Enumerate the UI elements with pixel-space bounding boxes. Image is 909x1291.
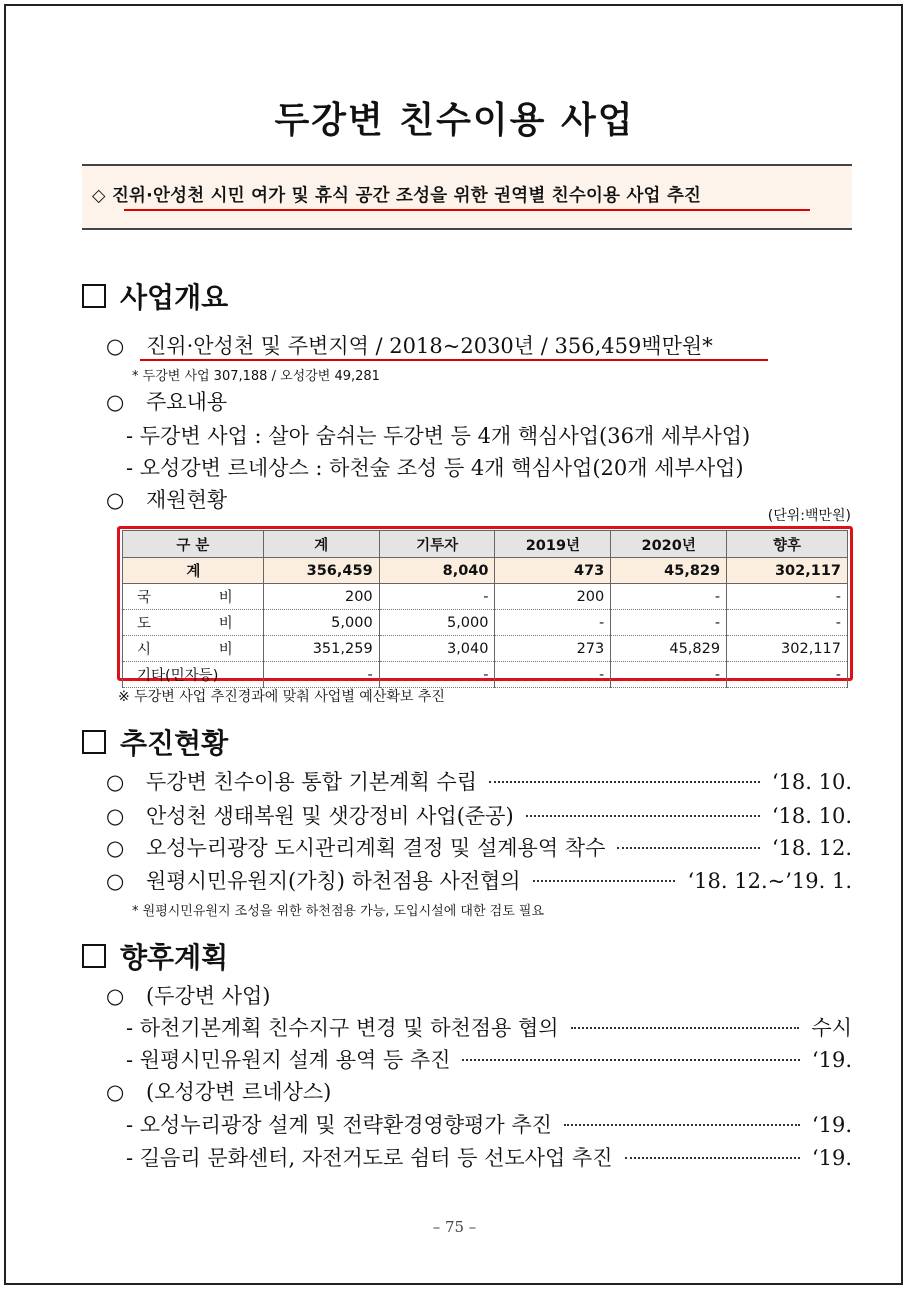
table-cell: - xyxy=(727,610,848,636)
table-row xyxy=(123,662,848,688)
plan-item: - 원평시민유원지 설계 용역 등 추진 ‘19. xyxy=(126,1048,852,1072)
progress-note: * 원평시민유원지 조성을 위한 하천점용 가능, 도입시설에 대한 검토 필요 xyxy=(132,904,545,919)
plan-item: - 하천기본계획 친수지구 변경 및 하천점용 협의 수시 xyxy=(126,1016,852,1040)
overview-item-1-underline xyxy=(140,359,768,361)
table-cell: 3,040 xyxy=(379,636,495,662)
overview-item-2: ○ 주요내용 xyxy=(106,390,228,414)
table-row xyxy=(123,610,848,636)
table-cell: 302,117 xyxy=(727,558,848,584)
checkbox-square-icon xyxy=(82,730,106,754)
table-footnote: ※ 두강변 사업 추진경과에 맞춰 사업별 예산확보 추진 xyxy=(118,689,445,705)
table-cell: 356,459 xyxy=(263,558,379,584)
table-cell: - xyxy=(727,662,848,688)
overview-item-2-sub-2: - 오성강변 르네상스 : 하천숲 조성 등 4개 핵심사업(20개 세부사업) xyxy=(126,456,744,480)
table-row-label: 기타(민자등) xyxy=(123,662,264,688)
plan-item: - 오성누리광장 설계 및 전략환경영향평가 추진 ‘19. xyxy=(126,1113,852,1137)
table-cell: 351,259 xyxy=(263,636,379,662)
overview-item-2-sub-1: - 두강변 사업 : 살아 숨쉬는 두강변 등 4개 핵심사업(36개 세부사업) xyxy=(126,424,751,448)
table-header-cell: 2019년 xyxy=(495,531,611,558)
table-header-row xyxy=(123,531,848,558)
table-row xyxy=(123,584,848,610)
checkbox-square-icon xyxy=(82,944,106,968)
progress-item: ○ 원평시민유원지(가칭) 하천점용 사전협의 ‘18. 12.~’19. 1. xyxy=(106,869,852,893)
dotted-leader xyxy=(564,1124,800,1126)
plan-group-1: ○ (두강변 사업) xyxy=(106,984,271,1008)
table-cell: 8,040 xyxy=(379,558,495,584)
table-row-total xyxy=(123,558,848,584)
table-header-cell: 계 xyxy=(263,531,379,558)
page-number: – 75 – xyxy=(432,1218,477,1236)
unit-label: (단위:백만원) xyxy=(767,508,851,524)
section-overview-heading: 사업개요 xyxy=(82,276,228,316)
table-header-cell: 기투자 xyxy=(379,531,495,558)
table-cell: 45,829 xyxy=(611,558,727,584)
table-row-label: 국 비 xyxy=(123,584,264,610)
dotted-leader xyxy=(571,1027,800,1029)
table-cell: 273 xyxy=(495,636,611,662)
dotted-leader xyxy=(625,1157,800,1159)
table-cell: 계 xyxy=(123,558,264,584)
summary-text: ◇ 진위·안성천 시민 여가 및 휴식 공간 조성을 위한 권역별 친수이용 사업 추진 xyxy=(92,186,702,206)
table-cell: - xyxy=(611,662,727,688)
section-progress-heading: 추진현황 xyxy=(82,722,228,762)
overview-item-1: ○ 진위·안성천 및 주변지역 / 2018~2030년 / 356,459백만원* xyxy=(106,334,713,358)
dotted-leader xyxy=(617,847,759,849)
table-row-label: 시 비 xyxy=(123,636,264,662)
table-row-label: 도 비 xyxy=(123,610,264,636)
dotted-leader xyxy=(533,880,676,882)
overview-item-3: ○ 재원현황 xyxy=(106,488,228,512)
table-cell: 5,000 xyxy=(263,610,379,636)
table-cell: - xyxy=(379,662,495,688)
table-cell: - xyxy=(379,584,495,610)
table-cell: - xyxy=(495,662,611,688)
progress-item: ○ 오성누리광장 도시관리계획 결정 및 설계용역 착수 ‘18. 12. xyxy=(106,836,852,860)
plan-group-2: ○ (오성강변 르네상스) xyxy=(106,1080,332,1104)
table-cell: - xyxy=(263,662,379,688)
progress-item: ○ 안성천 생태복원 및 샛강정비 사업(준공) ‘18. 10. xyxy=(106,804,852,828)
dotted-leader xyxy=(526,815,760,817)
progress-item: ○ 두강변 친수이용 통합 기본계획 수립 ‘18. 10. xyxy=(106,770,852,794)
plan-item: - 길음리 문화센터, 자전거도로 쉼터 등 선도사업 추진 ‘19. xyxy=(126,1146,852,1170)
table-cell: 473 xyxy=(495,558,611,584)
table-cell: 200 xyxy=(495,584,611,610)
table-cell: 200 xyxy=(263,584,379,610)
table-cell: 302,117 xyxy=(727,636,848,662)
overview-item-1-note: * 두강변 사업 307,188 / 오성강변 49,281 xyxy=(132,369,380,384)
summary-underline xyxy=(124,209,810,211)
table-header-cell: 2020년 xyxy=(611,531,727,558)
page-title: 두강변 친수이용 사업 xyxy=(274,100,635,141)
table-cell: - xyxy=(611,610,727,636)
table-header-cell: 구 분 xyxy=(123,531,264,558)
table-cell: - xyxy=(727,584,848,610)
dotted-leader xyxy=(489,781,760,783)
section-plan-heading: 향후계획 xyxy=(82,936,228,976)
table-row xyxy=(123,636,848,662)
table-cell: 45,829 xyxy=(611,636,727,662)
table-cell: 5,000 xyxy=(379,610,495,636)
table-cell: - xyxy=(495,610,611,636)
table-cell: - xyxy=(611,584,727,610)
dotted-leader xyxy=(462,1059,799,1061)
table-header-cell: 향후 xyxy=(727,531,848,558)
checkbox-square-icon xyxy=(82,284,106,308)
funding-table xyxy=(122,530,848,688)
